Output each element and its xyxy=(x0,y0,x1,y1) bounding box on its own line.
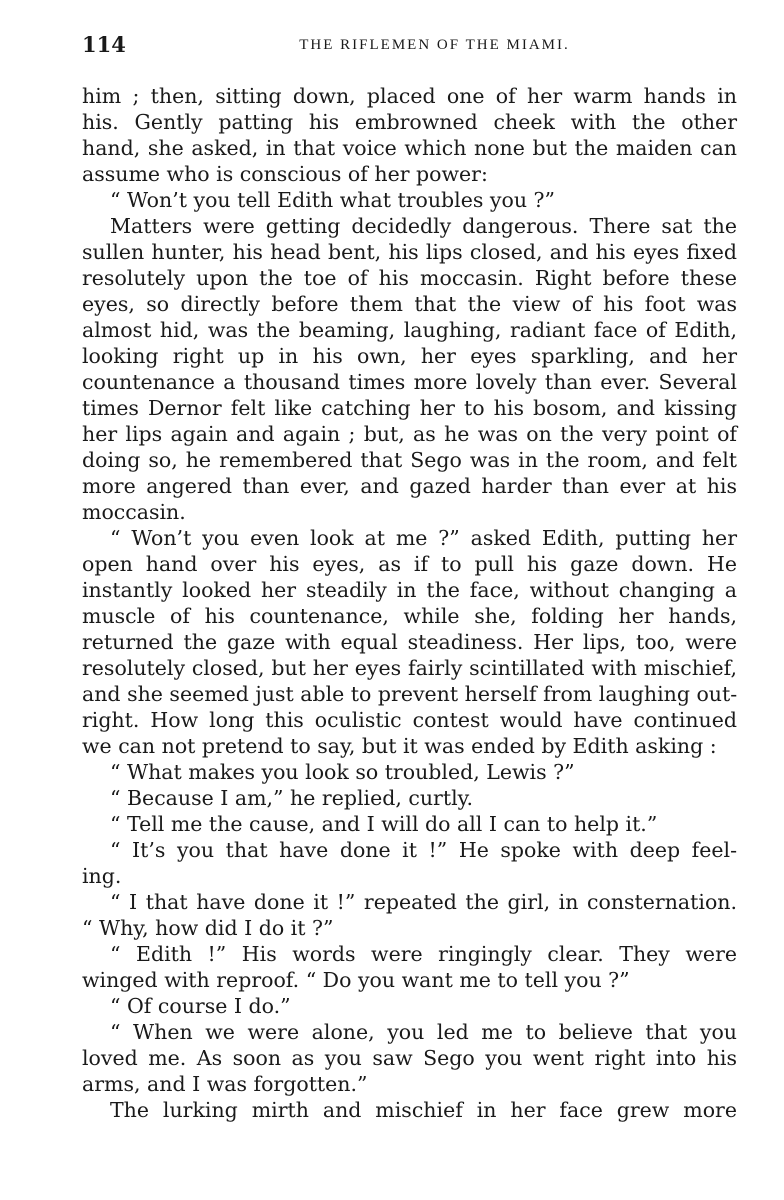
text-line: him ; then, sitting down, placed one of her warm hands in xyxy=(82,84,737,108)
text-line: loved me. As soon as you saw Sego you went right into his xyxy=(82,1046,737,1070)
text-line: muscle of his countenance, while she, folding her hands, xyxy=(82,604,737,628)
page-header xyxy=(82,30,737,60)
text-line: sullen hunter, his head bent, his lips closed, and his eyes fixed xyxy=(82,240,737,264)
text-line: instantly looked her steadily in the face, without changing a xyxy=(82,578,737,602)
text-line: right. How long this oculistic contest would have continued xyxy=(82,708,737,732)
text-line: times Dernor felt like catching her to his bosom, and kissing xyxy=(82,396,737,420)
page-number: 114 xyxy=(82,32,126,57)
text-line: arms, and I was forgotten.” xyxy=(82,1072,368,1096)
text-line: open hand over his eyes, as if to pull his gaze down. He xyxy=(82,552,737,576)
text-line: eyes, so directly before them that the view of his foot was xyxy=(82,292,737,316)
text-line: hand, she asked, in that voice which none but the maiden can xyxy=(82,136,737,160)
text-line: Matters were getting decidedly dangerous. There sat the xyxy=(110,214,737,238)
text-line: we can not pretend to say, but it was ended by Edith asking : xyxy=(82,734,717,758)
running-title: THE RIFLEMEN OF THE MIAMI. xyxy=(299,37,570,53)
text-line: resolutely closed, but her eyes fairly scintillated with mischief, xyxy=(82,656,737,680)
text-line: “ When we were alone, you led me to believe that you xyxy=(110,1020,737,1044)
text-line: “ Won’t you tell Edith what troubles you ?” xyxy=(110,188,556,212)
text-line: ing. xyxy=(82,864,122,888)
text-line: doing so, he remembered that Sego was in the room, and felt xyxy=(82,448,737,472)
text-line: “ Of course I do.” xyxy=(110,994,291,1018)
text-line: resolutely upon the toe of his moccasin. Right before these xyxy=(82,266,737,290)
text-line: “ It’s you that have done it !” He spoke with deep feel- xyxy=(110,838,737,862)
text-line: countenance a thousand times more lovely than ever. Several xyxy=(82,370,737,394)
text-line: “ I that have done it !” repeated the girl, in consternation. xyxy=(110,890,737,914)
text-line: more angered than ever, and gazed harder than ever at his xyxy=(82,474,737,498)
text-line: “ What makes you look so troubled, Lewis ?” xyxy=(110,760,575,784)
text-line: The lurking mirth and mischief in her face grew more xyxy=(110,1098,737,1122)
text-line: “ Won’t you even look at me ?” asked Edith, putting her xyxy=(110,526,737,550)
text-line: winged with reproof. “ Do you want me to tell you ?” xyxy=(82,968,630,992)
body-text xyxy=(82,83,737,1123)
text-line: “ Because I am,” he replied, curtly. xyxy=(110,786,474,810)
text-line: “ Tell me the cause, and I will do all I can to help it.” xyxy=(110,812,658,836)
text-line: almost hid, was the beaming, laughing, radiant face of Edith, xyxy=(82,318,737,342)
text-line: and she seemed just able to prevent herself from laughing out- xyxy=(82,682,738,706)
text-line: “ Why, how did I do it ?” xyxy=(82,916,334,940)
text-line: moccasin. xyxy=(82,500,186,524)
text-line: looking right up in his own, her eyes sparkling, and her xyxy=(82,344,737,368)
text-line: his. Gently patting his embrowned cheek with the other xyxy=(82,110,737,134)
text-line: returned the gaze with equal steadiness. Her lips, too, were xyxy=(82,630,737,654)
text-line: assume who is conscious of her power: xyxy=(82,162,488,186)
text-line: her lips again and again ; but, as he was on the very point of xyxy=(82,422,737,446)
text-line: “ Edith !” His words were ringingly clear. They were xyxy=(110,942,737,966)
